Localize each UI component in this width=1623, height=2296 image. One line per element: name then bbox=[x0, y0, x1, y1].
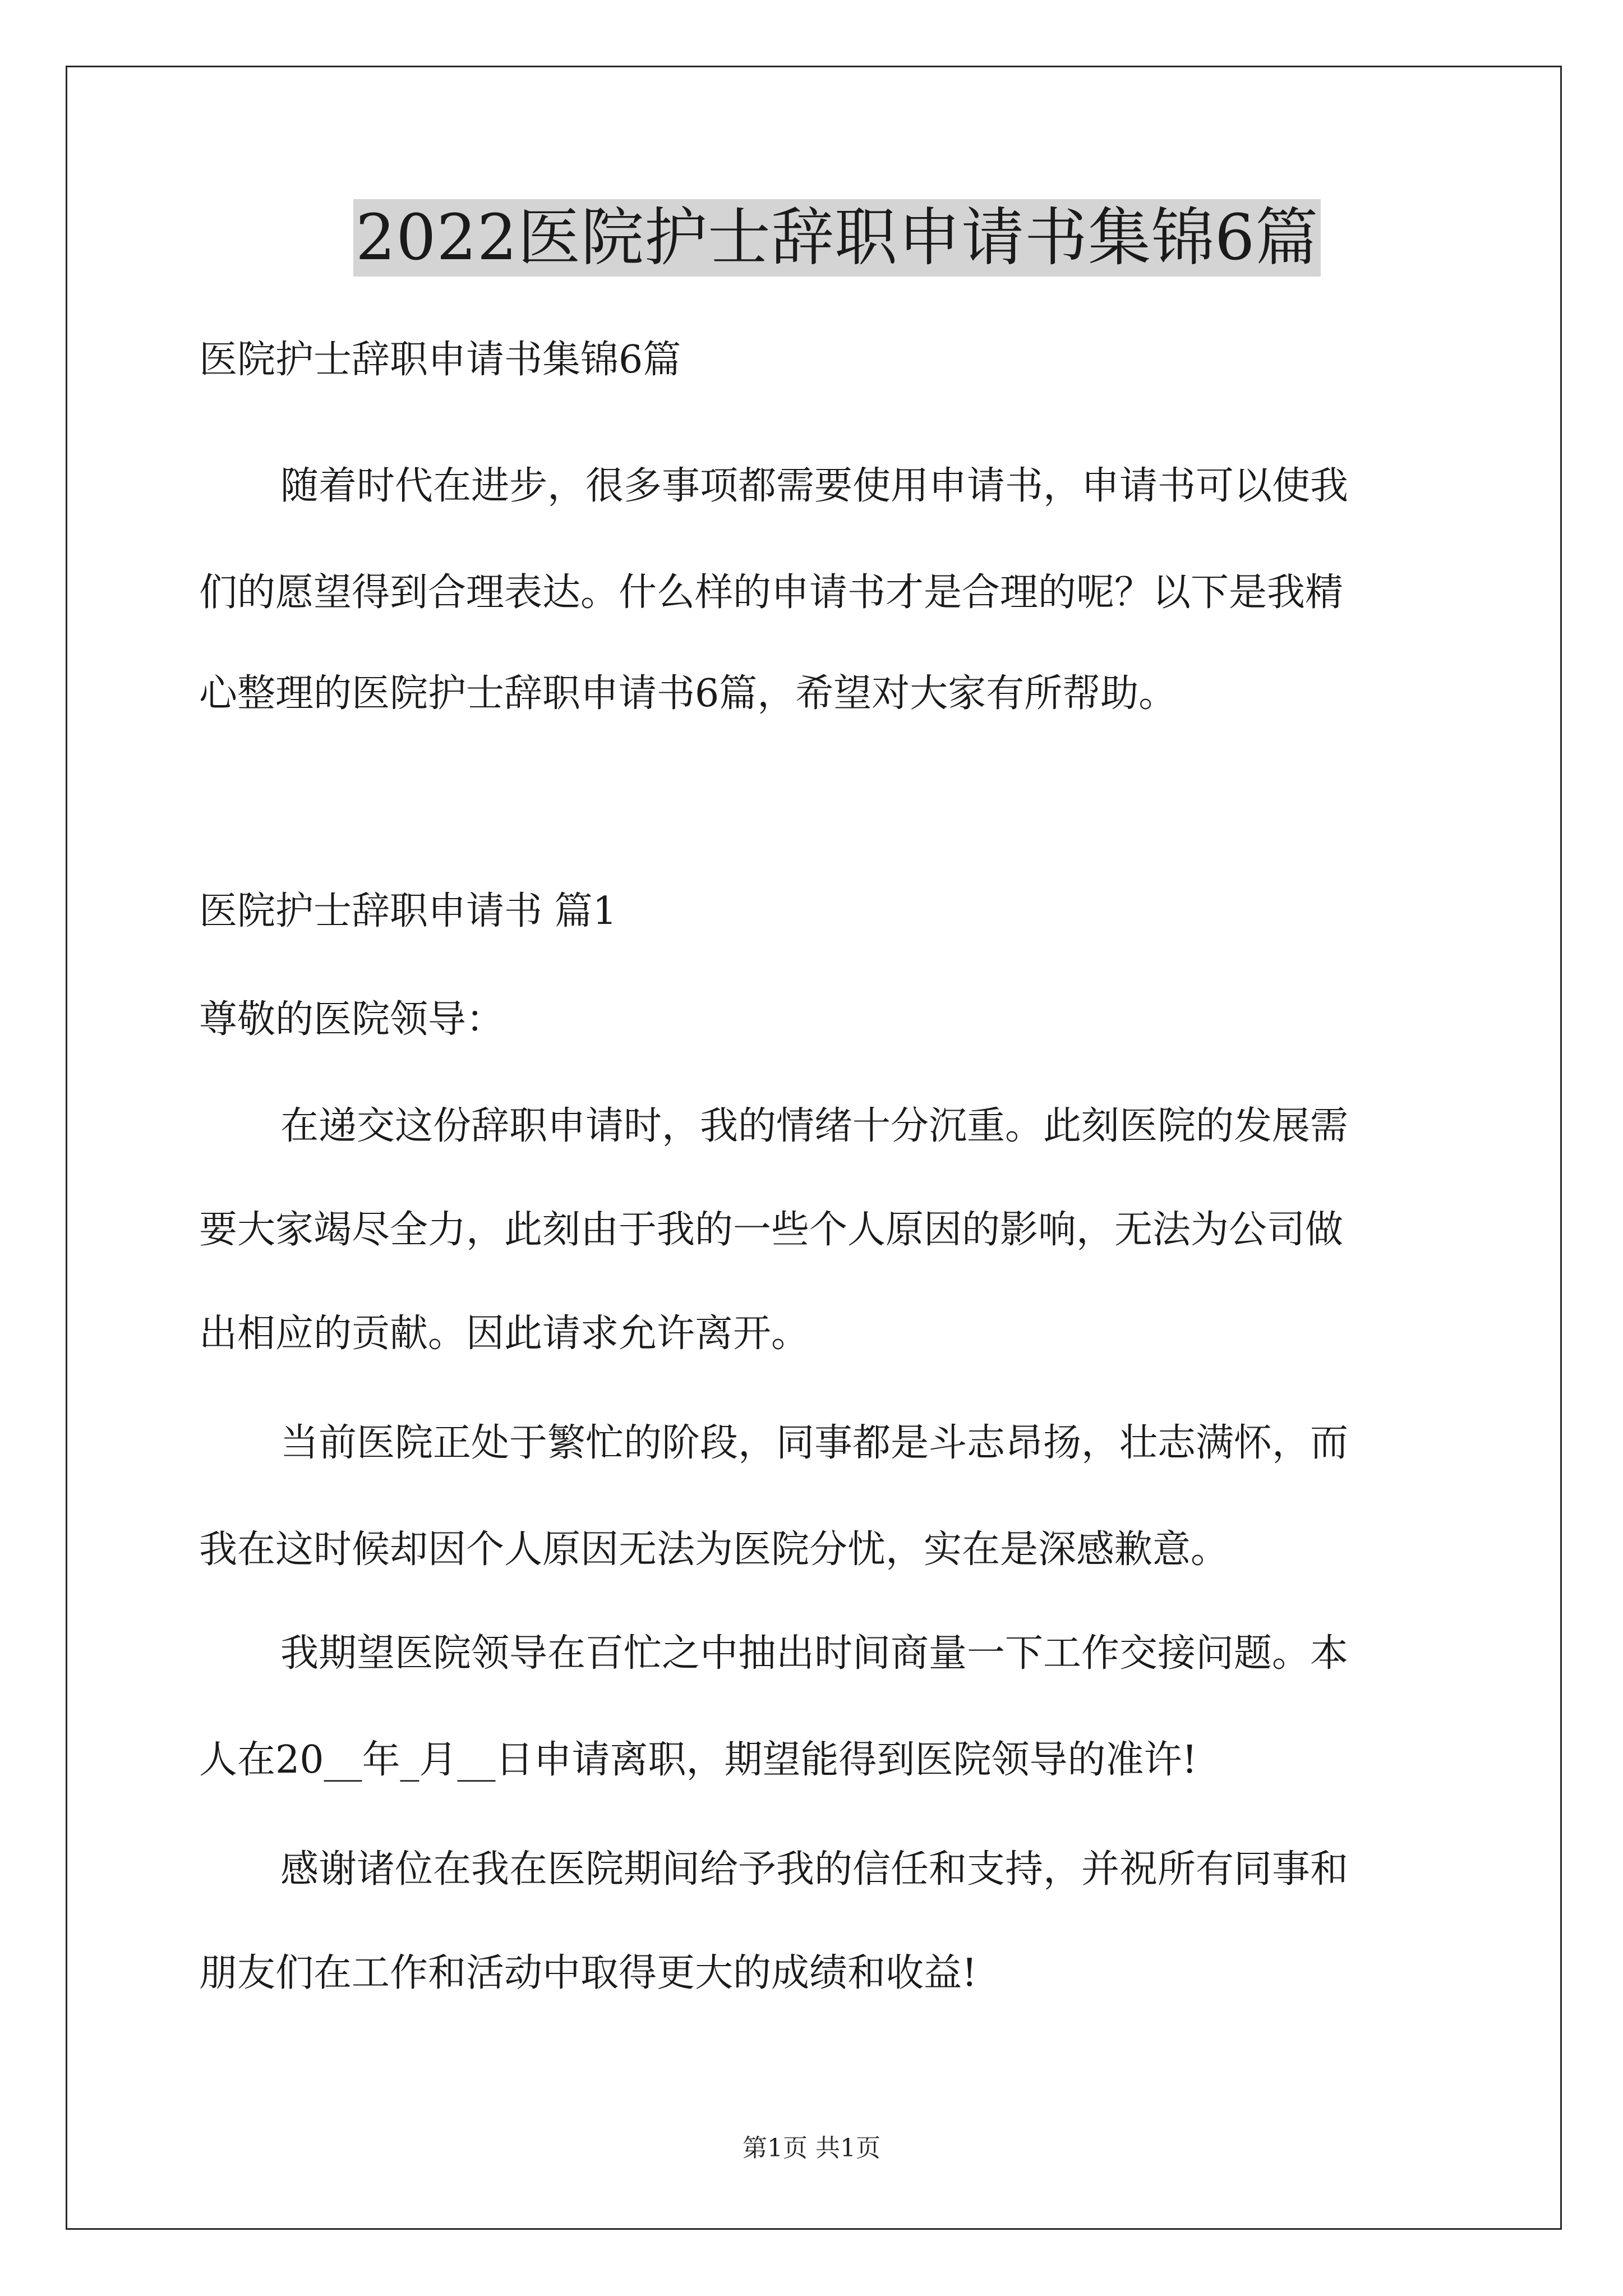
body-line: 在递交这份辞职申请时，我的情绪十分沉重。此刻医院的发展需 bbox=[280, 1104, 1349, 1148]
body-line: 当前医院正处于繁忙的阶段，同事都是斗志昂扬，壮志满怀，而 bbox=[280, 1421, 1349, 1465]
body-line: 我期望医院领导在百忙之中抽出时间商量一下工作交接问题。本 bbox=[280, 1631, 1349, 1676]
document-subtitle: 医院护士辞职申请书集锦6篇 bbox=[199, 338, 681, 382]
body-line: 人在20__年_月__日申请离职，期望能得到医院领导的准许! bbox=[199, 1738, 1197, 1782]
section-heading: 医院护士辞职申请书 篇1 bbox=[199, 889, 617, 933]
body-line: 朋友们在工作和活动中取得更大的成绩和收益! bbox=[199, 1951, 978, 1995]
body-line: 感谢诸位在我在医院期间给予我的信任和支持，并祝所有同事和 bbox=[280, 1847, 1349, 1892]
body-line: 出相应的贡献。因此请求允许离开。 bbox=[199, 1312, 810, 1356]
document-title: 2022医院护士辞职申请书集锦6篇 bbox=[353, 199, 1321, 277]
intro-line: 随着时代在进步，很多事项都需要使用申请书，申请书可以使我 bbox=[280, 464, 1349, 508]
body-line: 要大家竭尽全力，此刻由于我的一些个人原因的影响，无法为公司做 bbox=[199, 1208, 1344, 1252]
salutation: 尊敬的医院领导： bbox=[199, 997, 505, 1042]
intro-line: 心整理的医院护士辞职申请书6篇，希望对大家有所帮助。 bbox=[199, 671, 1177, 716]
page-footer: 第1页 共1页 bbox=[743, 2134, 880, 2162]
intro-line: 们的愿望得到合理表达。什么样的申请书才是合理的呢？以下是我精 bbox=[199, 570, 1344, 615]
body-line: 我在这时候却因个人原因无法为医院分忧，实在是深感歉意。 bbox=[199, 1527, 1229, 1572]
